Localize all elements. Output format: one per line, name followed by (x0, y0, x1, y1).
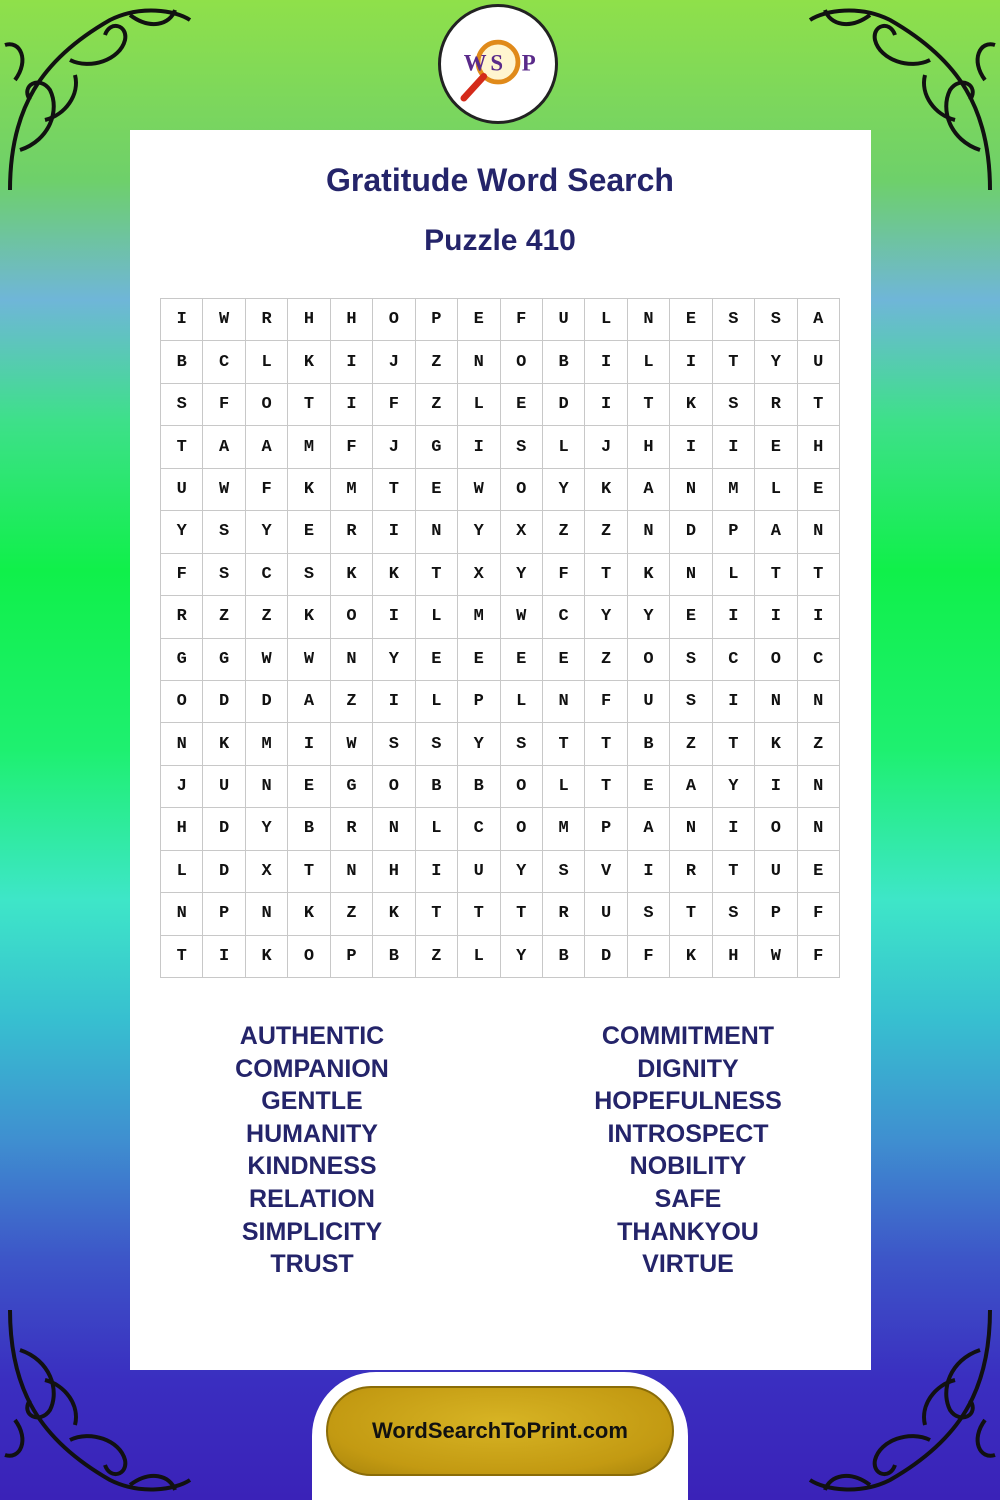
grid-cell: A (628, 469, 670, 511)
word-list-left (162, 1020, 462, 1281)
grid-cell: N (670, 808, 712, 850)
grid-cell: R (161, 596, 203, 638)
grid-cell: M (288, 426, 330, 468)
grid-cell: O (246, 384, 288, 426)
grid-cell: Z (416, 384, 458, 426)
grid-cell: T (798, 384, 840, 426)
grid-cell: L (543, 766, 585, 808)
grid-cell: S (373, 723, 415, 765)
grid-cell: N (373, 808, 415, 850)
grid-cell: L (585, 299, 627, 341)
grid-cell: N (798, 808, 840, 850)
word-list-item: SIMPLICITY (241, 1217, 383, 1246)
grid-cell: T (458, 893, 500, 935)
grid-cell: L (416, 681, 458, 723)
grid-cell: Z (543, 511, 585, 553)
grid-cell: E (288, 766, 330, 808)
grid-cell: J (161, 766, 203, 808)
grid-cell: K (288, 893, 330, 935)
grid-cell: S (628, 893, 670, 935)
grid-cell: W (246, 639, 288, 681)
grid-cell: T (373, 469, 415, 511)
grid-cell: B (543, 341, 585, 383)
grid-cell: D (543, 384, 585, 426)
grid-cell: W (458, 469, 500, 511)
grid-cell: F (203, 384, 245, 426)
word-list-item: SAFE (654, 1184, 722, 1213)
grid-cell: P (416, 299, 458, 341)
grid-cell: C (246, 554, 288, 596)
grid-cell: J (585, 426, 627, 468)
grid-cell: I (713, 681, 755, 723)
grid-cell: I (331, 341, 373, 383)
grid-cell: S (501, 723, 543, 765)
grid-cell: O (501, 808, 543, 850)
grid-cell: D (670, 511, 712, 553)
grid-cell: N (331, 851, 373, 893)
grid-cell: W (203, 469, 245, 511)
logo-letter-w: W (463, 50, 487, 76)
grid-cell: I (628, 851, 670, 893)
grid-cell: E (416, 639, 458, 681)
grid-cell: K (331, 554, 373, 596)
grid-cell: T (585, 554, 627, 596)
word-list-item: KINDNESS (247, 1152, 377, 1181)
wsp-logo (438, 4, 558, 124)
grid-cell: Z (331, 681, 373, 723)
grid-cell: I (670, 341, 712, 383)
grid-cell: Y (246, 511, 288, 553)
grid-cell: R (755, 384, 797, 426)
grid-cell: K (670, 936, 712, 978)
grid-cell: O (755, 639, 797, 681)
grid-cell: T (161, 426, 203, 468)
grid-cell: Y (713, 766, 755, 808)
website-button[interactable]: WordSearchToPrint.com (326, 1386, 674, 1476)
grid-cell: H (288, 299, 330, 341)
grid-cell: L (501, 681, 543, 723)
grid-cell: E (628, 766, 670, 808)
grid-cell: W (288, 639, 330, 681)
word-list-right (538, 1020, 838, 1281)
grid-cell: N (246, 893, 288, 935)
grid-cell: A (755, 511, 797, 553)
grid-cell: I (288, 723, 330, 765)
grid-cell: T (288, 384, 330, 426)
grid-cell: A (628, 808, 670, 850)
grid-cell: W (755, 936, 797, 978)
grid-cell: K (585, 469, 627, 511)
grid-cell: R (331, 511, 373, 553)
grid-cell: G (416, 426, 458, 468)
grid-cell: Y (458, 511, 500, 553)
grid-cell: P (203, 893, 245, 935)
grid-cell: F (798, 936, 840, 978)
grid-cell: N (798, 511, 840, 553)
grid-cell: K (373, 893, 415, 935)
grid-cell: B (161, 341, 203, 383)
grid-cell: L (713, 554, 755, 596)
grid-cell: Z (203, 596, 245, 638)
grid-cell: D (246, 681, 288, 723)
grid-cell: U (755, 851, 797, 893)
grid-cell: E (458, 299, 500, 341)
grid-cell: A (670, 766, 712, 808)
grid-cell: P (585, 808, 627, 850)
grid-cell: W (331, 723, 373, 765)
grid-cell: P (713, 511, 755, 553)
word-list-item: AUTHENTIC (239, 1022, 385, 1050)
grid-cell: I (670, 426, 712, 468)
grid-cell: S (713, 384, 755, 426)
grid-cell: U (203, 766, 245, 808)
grid-cell: F (501, 299, 543, 341)
grid-cell: N (161, 723, 203, 765)
grid-cell: Y (501, 936, 543, 978)
grid-cell: B (373, 936, 415, 978)
grid-cell: N (628, 511, 670, 553)
grid-cell: T (501, 893, 543, 935)
word-list-item: VIRTUE (642, 1250, 734, 1279)
grid-cell: X (501, 511, 543, 553)
grid-cell: N (458, 341, 500, 383)
grid-cell: N (670, 554, 712, 596)
grid-cell: T (288, 851, 330, 893)
grid-cell: L (246, 341, 288, 383)
word-list-item: TRUST (270, 1250, 354, 1279)
grid-cell: K (755, 723, 797, 765)
grid-cell: O (373, 299, 415, 341)
grid-cell: T (713, 341, 755, 383)
grid-cell: M (331, 469, 373, 511)
grid-cell: T (755, 554, 797, 596)
grid-cell: S (713, 893, 755, 935)
grid-cell: C (458, 808, 500, 850)
grid-cell: L (416, 596, 458, 638)
grid-cell: Y (161, 511, 203, 553)
grid-cell: F (373, 384, 415, 426)
grid-cell: B (416, 766, 458, 808)
grid-cell: E (501, 639, 543, 681)
grid-cell: T (798, 554, 840, 596)
grid-cell: X (246, 851, 288, 893)
grid-cell: Z (416, 936, 458, 978)
grid-cell: Z (585, 639, 627, 681)
grid-cell: Y (755, 341, 797, 383)
grid-cell: B (628, 723, 670, 765)
grid-cell: S (288, 554, 330, 596)
grid-cell: K (670, 384, 712, 426)
grid-cell: P (755, 893, 797, 935)
grid-cell: I (713, 426, 755, 468)
grid-cell: B (543, 936, 585, 978)
grid-cell: I (458, 426, 500, 468)
grid-cell: M (458, 596, 500, 638)
grid-cell: N (798, 681, 840, 723)
grid-cell: Z (585, 511, 627, 553)
grid-cell: C (798, 639, 840, 681)
grid-cell: U (798, 341, 840, 383)
grid-cell: V (585, 851, 627, 893)
grid-cell: T (713, 851, 755, 893)
grid-cell: O (501, 341, 543, 383)
grid-cell: I (755, 766, 797, 808)
grid-cell: D (203, 851, 245, 893)
grid-cell: K (246, 936, 288, 978)
grid-cell: H (331, 299, 373, 341)
grid-cell: A (798, 299, 840, 341)
grid-cell: R (670, 851, 712, 893)
grid-cell: I (713, 596, 755, 638)
grid-cell: L (458, 384, 500, 426)
grid-cell: N (670, 469, 712, 511)
grid-cell: O (501, 766, 543, 808)
grid-cell: T (585, 766, 627, 808)
grid-cell: U (161, 469, 203, 511)
grid-cell: E (416, 469, 458, 511)
grid-cell: T (416, 893, 458, 935)
logo-letter-s: S (490, 50, 504, 76)
grid-cell: K (288, 341, 330, 383)
grid-cell: S (670, 681, 712, 723)
grid-cell: Y (585, 596, 627, 638)
word-list-item: HOPEFULNESS (594, 1087, 782, 1116)
grid-cell: Z (670, 723, 712, 765)
grid-cell: S (670, 639, 712, 681)
grid-cell: N (543, 681, 585, 723)
word-list-item: HUMANITY (246, 1119, 378, 1148)
word-list-item: DIGNITY (637, 1054, 739, 1083)
grid-cell: T (416, 554, 458, 596)
grid-cell: P (458, 681, 500, 723)
grid-cell: Y (543, 469, 585, 511)
grid-cell: N (416, 511, 458, 553)
logo-letter-p: P (521, 50, 536, 76)
grid-cell: Y (628, 596, 670, 638)
grid-cell: O (373, 766, 415, 808)
grid-cell: O (628, 639, 670, 681)
grid-cell: L (755, 469, 797, 511)
grid-cell: P (331, 936, 373, 978)
grid-cell: S (501, 426, 543, 468)
grid-cell: D (203, 681, 245, 723)
grid-cell: K (373, 554, 415, 596)
grid-cell: K (628, 554, 670, 596)
grid-cell: S (203, 554, 245, 596)
grid-cell: G (203, 639, 245, 681)
grid-cell: L (458, 936, 500, 978)
grid-cell: J (373, 341, 415, 383)
word-list-item: GENTLE (261, 1087, 363, 1116)
grid-cell: B (288, 808, 330, 850)
grid-cell: O (161, 681, 203, 723)
grid-cell: F (246, 469, 288, 511)
grid-cell: A (246, 426, 288, 468)
grid-cell: O (501, 469, 543, 511)
grid-cell: C (203, 341, 245, 383)
puzzle-number: Puzzle 410 (424, 224, 576, 257)
grid-cell: A (203, 426, 245, 468)
grid-cell: S (755, 299, 797, 341)
grid-cell: G (161, 639, 203, 681)
grid-cell: T (161, 936, 203, 978)
grid-cell: I (416, 851, 458, 893)
letter-grid (160, 298, 840, 978)
grid-cell: O (755, 808, 797, 850)
grid-cell: F (543, 554, 585, 596)
grid-cell: U (628, 681, 670, 723)
grid-cell: Z (798, 723, 840, 765)
grid-cell: E (798, 851, 840, 893)
grid-cell: Y (458, 723, 500, 765)
grid-cell: K (288, 469, 330, 511)
grid-cell: S (161, 384, 203, 426)
grid-cell: F (798, 893, 840, 935)
grid-cell: U (458, 851, 500, 893)
grid-cell: N (628, 299, 670, 341)
grid-cell: T (670, 893, 712, 935)
grid-cell: F (628, 936, 670, 978)
grid-cell: H (713, 936, 755, 978)
grid-cell: U (543, 299, 585, 341)
word-list-item: COMMITMENT (601, 1022, 775, 1050)
grid-cell: S (203, 511, 245, 553)
grid-cell: S (416, 723, 458, 765)
grid-cell: K (203, 723, 245, 765)
grid-cell: C (543, 596, 585, 638)
grid-cell: W (501, 596, 543, 638)
grid-cell: W (203, 299, 245, 341)
grid-cell: O (331, 596, 373, 638)
grid-cell: I (373, 681, 415, 723)
grid-cell: M (246, 723, 288, 765)
grid-cell: G (331, 766, 373, 808)
grid-cell: Y (246, 808, 288, 850)
grid-cell: I (755, 596, 797, 638)
word-list-item: INTROSPECT (607, 1119, 769, 1148)
grid-cell: E (798, 469, 840, 511)
grid-cell: I (203, 936, 245, 978)
grid-cell: I (373, 511, 415, 553)
grid-cell: E (755, 426, 797, 468)
grid-cell: M (713, 469, 755, 511)
grid-cell: H (628, 426, 670, 468)
grid-cell: Z (246, 596, 288, 638)
grid-cell: I (798, 596, 840, 638)
grid-cell: I (585, 384, 627, 426)
grid-cell: I (331, 384, 373, 426)
grid-cell: X (458, 554, 500, 596)
grid-cell: U (585, 893, 627, 935)
grid-cell: E (670, 299, 712, 341)
grid-cell: E (458, 639, 500, 681)
grid-cell: L (543, 426, 585, 468)
grid-cell: B (458, 766, 500, 808)
grid-cell: T (628, 384, 670, 426)
grid-cell: H (798, 426, 840, 468)
grid-cell: F (161, 554, 203, 596)
grid-cell: D (203, 808, 245, 850)
grid-cell: H (373, 851, 415, 893)
grid-cell: S (713, 299, 755, 341)
grid-cell: I (585, 341, 627, 383)
grid-cell: Y (501, 851, 543, 893)
grid-cell: L (416, 808, 458, 850)
grid-cell: C (713, 639, 755, 681)
grid-cell: I (161, 299, 203, 341)
grid-cell: T (543, 723, 585, 765)
grid-cell: L (628, 341, 670, 383)
grid-cell: I (713, 808, 755, 850)
grid-cell: K (288, 596, 330, 638)
grid-cell: R (543, 893, 585, 935)
grid-cell: Y (501, 554, 543, 596)
grid-cell: F (585, 681, 627, 723)
grid-cell: L (161, 851, 203, 893)
grid-cell: N (246, 766, 288, 808)
grid-cell: E (670, 596, 712, 638)
grid-cell: N (798, 766, 840, 808)
grid-cell: D (585, 936, 627, 978)
grid-cell: R (331, 808, 373, 850)
grid-cell: N (331, 639, 373, 681)
grid-cell: A (288, 681, 330, 723)
grid-cell: O (288, 936, 330, 978)
page-title: Gratitude Word Search (326, 162, 674, 198)
grid-cell: T (713, 723, 755, 765)
grid-cell: F (331, 426, 373, 468)
grid-cell: I (373, 596, 415, 638)
grid-cell: J (373, 426, 415, 468)
grid-cell: N (161, 893, 203, 935)
grid-cell: E (501, 384, 543, 426)
grid-cell: Z (416, 341, 458, 383)
word-list-item: NOBILITY (629, 1152, 747, 1181)
grid-cell: S (543, 851, 585, 893)
grid-cell: Y (373, 639, 415, 681)
grid-cell: T (585, 723, 627, 765)
grid-cell: M (543, 808, 585, 850)
grid-cell: E (543, 639, 585, 681)
grid-cell: R (246, 299, 288, 341)
word-list-item: RELATION (249, 1184, 375, 1213)
word-list-item: COMPANION (235, 1054, 389, 1083)
word-list-item: THANKYOU (617, 1217, 759, 1246)
grid-cell: E (288, 511, 330, 553)
grid-cell: H (161, 808, 203, 850)
grid-cell: N (755, 681, 797, 723)
grid-cell: Z (331, 893, 373, 935)
